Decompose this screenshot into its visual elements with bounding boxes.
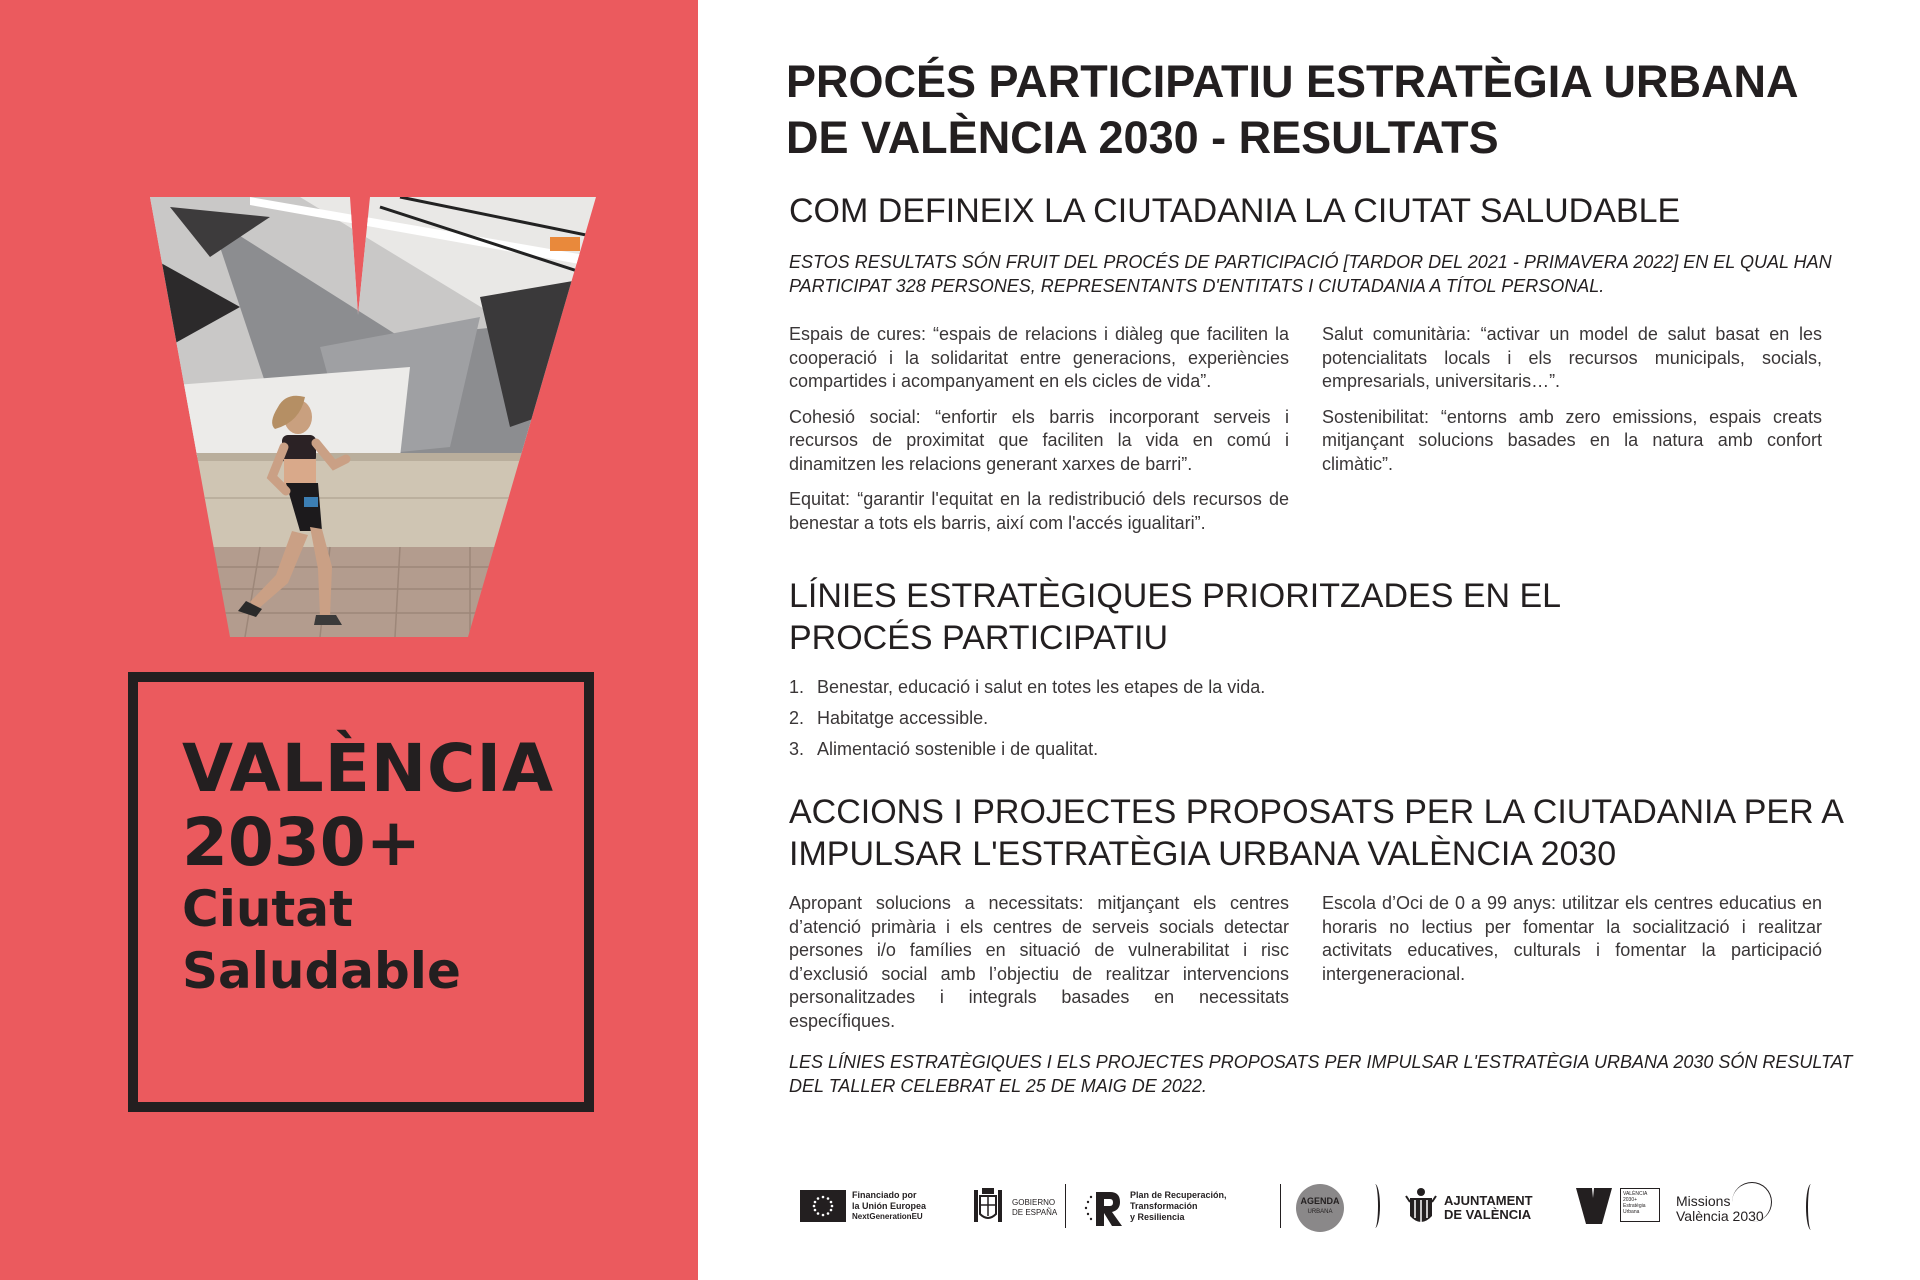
section3-footer-note: LES LÍNIES ESTRATÈGIQUES I ELS PROJECTES PROPOSATS PER IMPULSAR L'ESTRATÈGIA URBANA 2030 SÓN RESULTAT DEL TALLER CELEBRAT EL 25 DE MAIG DE 2022.	[789, 1052, 1853, 1096]
ajuntament-text	[1444, 1194, 1554, 1222]
ajuntament-line-2: DE VALÈNCIA	[1444, 1207, 1532, 1222]
section2-heading: LÍNIES ESTRATÈGIQUES PRIORITZADES EN EL PROCÉS PARTICIPATIU	[789, 577, 1560, 657]
gobierno-line-2: DE ESPAÑA	[1012, 1208, 1058, 1217]
eu-line-1: Financiado por	[852, 1190, 917, 1200]
ajuntament-line-1: AJUNTAMENT	[1444, 1193, 1533, 1208]
logo-divider	[1280, 1184, 1281, 1228]
main-title: PROCÉS PARTICIPATIU ESTRATÈGIA URBANA DE VALÈNCIA 2030 - RESULTATS	[786, 56, 1797, 163]
badge-line-1: VALÈNCIA	[1623, 1191, 1648, 1197]
title-line-3: Ciutat	[182, 880, 353, 938]
eu-funding-text	[852, 1190, 942, 1222]
badge-line-3: Estratègia	[1623, 1203, 1646, 1209]
estrategia-urbana-badge	[1620, 1188, 1660, 1222]
section1-heading: COM DEFINEIX LA CIUTADANIA LA CIUTAT SALUDABLE	[789, 192, 1681, 230]
missions-line-1: Missions	[1676, 1193, 1731, 1209]
paragraph-equitat: Equitat: “garantir l'equitat en la redistribució dels recursos de benestar a tots els barris, així com l'accés igualitari”.	[789, 489, 1289, 533]
section1-right-column	[1322, 323, 1822, 488]
title-line-4: Saludable	[182, 942, 461, 1000]
paragraph-escola-oci: Escola d’Oci de 0 a 99 anys: utilitzar els centres educatius en horaris no lectius per fomentar la socialització i realitzar activitats educatives, culturals i fomentar la participació intergeneracional.	[1322, 893, 1822, 984]
badge-line-2: 2030+	[1623, 1197, 1638, 1203]
section1-left-column	[789, 323, 1289, 547]
left-panel	[0, 0, 698, 1280]
plan-line-3: y Resiliencia	[1130, 1212, 1185, 1222]
spain-coat-of-arms-icon	[970, 1186, 1006, 1230]
paragraph-sostenibilitat: Sostenibilitat: “entorns amb zero emissions, espais creats mitjançant solucions basades en la natura amb confort climàtic”.	[1322, 406, 1822, 474]
section3-left-column	[789, 892, 1289, 1045]
agenda-urbana-logo	[1296, 1184, 1344, 1232]
v-runner-photo	[150, 197, 596, 637]
list-item-number: 1.	[789, 677, 805, 697]
agenda-line-1: AGENDA	[1300, 1196, 1340, 1206]
list-item-text: Alimentació sostenible i de qualitat.	[817, 739, 1099, 759]
list-item-number: 2.	[789, 708, 805, 728]
section3-heading: ACCIONS I PROJECTES PROPOSATS PER LA CIUTADANIA PER A IMPULSAR L'ESTRATÈGIA URBANA VALÈNCIA 2030	[789, 793, 1843, 873]
plan-line-2: Transformación	[1130, 1201, 1198, 1211]
gobierno-text	[1012, 1198, 1062, 1218]
eu-flag-icon	[800, 1190, 846, 1222]
section3-right-column	[1322, 892, 1822, 998]
paragraph-espais-de-cures: Espais de cures: “espais de relacions i diàleg que faciliten la cooperació i la solidaritat entre generacions, experiències compartides i acompanyament en els cicles de vida”.	[789, 324, 1289, 391]
eu-line-3: NextGenerationEU	[852, 1212, 923, 1221]
missions-line-2: València 2030	[1676, 1208, 1764, 1224]
recovery-plan-r-icon	[1082, 1188, 1126, 1228]
list-item-text: Benestar, educació i salut en totes les etapes de la vida.	[817, 677, 1266, 697]
recovery-plan-text	[1130, 1190, 1270, 1223]
eu-line-2: la Unión Europea	[852, 1201, 927, 1211]
paragraph-salut-comunitaria: Salut comunitària: “activar un model de salut basat en les potencialitats locals i els recursos municipals, socials, empresarials, universitaris…”.	[1322, 324, 1822, 391]
title-line-2: 2030+	[182, 804, 421, 881]
gobierno-line-1: GOBIERNO	[1012, 1198, 1056, 1207]
agenda-line-2: URBANA	[1307, 1209, 1333, 1215]
missions-arc-icon	[1732, 1182, 1772, 1222]
list-item	[789, 672, 1489, 703]
logo-bracket	[1806, 1184, 1816, 1230]
v-logo-icon	[1576, 1188, 1612, 1224]
logo-divider	[1065, 1184, 1066, 1228]
badge-line-4: Urbana	[1623, 1209, 1640, 1215]
valencia-2030-title-box	[128, 672, 594, 1112]
sponsor-logos	[800, 1178, 1820, 1240]
list-item-text: Habitatge accessible.	[817, 708, 989, 728]
strategic-lines-list	[789, 672, 1489, 765]
list-item	[789, 734, 1489, 765]
list-item	[789, 703, 1489, 734]
paragraph-cohesio-social: Cohesió social: “enfortir els barris incorporant serveis i recursos de proximitat que faciliten la vida en comú i dinamitzen les relacions generant xarxes de barri”.	[789, 406, 1289, 474]
list-item-number: 3.	[789, 739, 805, 759]
title-line-1: VALÈNCIA	[182, 730, 555, 807]
section1-intro: ESTOS RESULTATS SÓN FRUIT DEL PROCÉS DE PARTICIPACIÓ [TARDOR DEL 2021 - PRIMAVERA 2022] EN EL QUAL HAN PARTICIPAT 328 PERSONES, REPRESENTANTS D'ENTITATS I CIUTADANIA A TÍTOL PERSONAL.	[789, 252, 1832, 296]
paragraph-apropant-solucions: Apropant solucions a necessitats: mitjançant els centres d’atenció primària i els centres de serveis socials detectar persones i/o famílies en situació de vulnerabilitat i risc d’exclusió social amb l’objectiu de realitzar intervencions personalitzades i integrals basades en necessitats específiques.	[789, 893, 1289, 1031]
logo-bracket	[1370, 1184, 1380, 1228]
plan-line-1: Plan de Recuperación,	[1130, 1190, 1227, 1200]
valencia-coat-of-arms-icon	[1404, 1186, 1438, 1230]
